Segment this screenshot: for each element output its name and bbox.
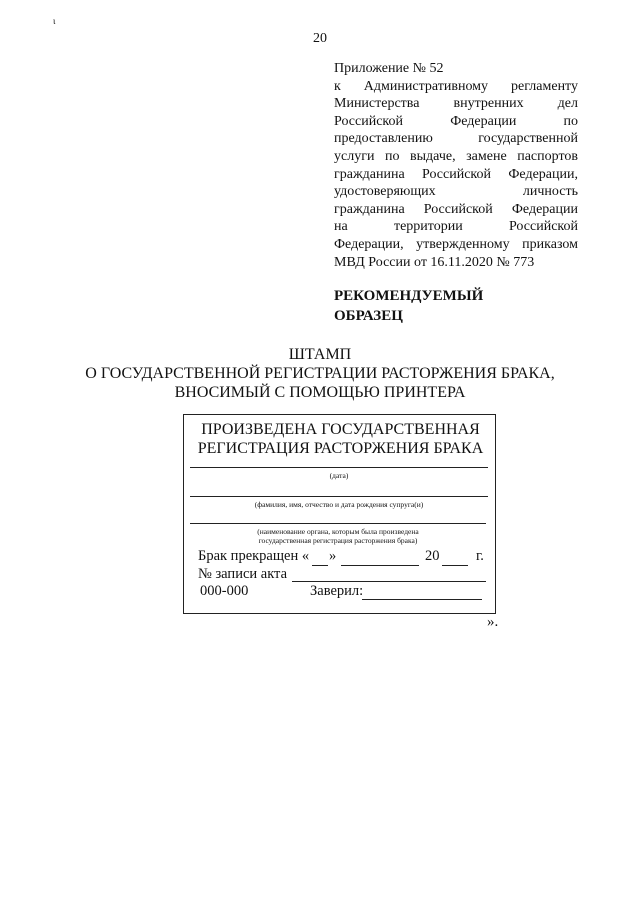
marriage-terminated-label: Брак прекращен « [198,548,310,564]
appendix-header [334,60,578,271]
appendix-line: услуги по выдаче, замене паспортов [334,148,578,164]
appendix-line: Приложение № 52 [334,61,444,76]
year-blank [442,565,468,566]
appendix-line: гражданина Российской Федерации, [334,166,578,182]
date-caption: (дата) [329,471,349,480]
stamp-heading-line: ПРОИЗВЕДЕНА ГОСУДАРСТВЕННАЯ [201,421,480,438]
year-prefix: 20 [425,548,440,564]
organ-caption-line1: (наименование органа, которым была произведена [257,527,419,536]
stamp-heading [184,420,497,458]
closing-quote: ». [487,614,499,630]
spouse-line [190,496,488,497]
appendix-line: Федерации, утвержденному приказом [334,236,578,252]
certified-blank [362,599,482,600]
stamp-title-line: ВНОСИМЫЙ С ПОМОЩЬЮ ПРИНТЕРА [174,384,466,401]
certified-label: Заверил: [310,583,364,599]
appendix-line: на территории Российской [334,219,578,235]
appendix-line: Министерства внутренних дел [334,96,578,112]
stamp-title-line: О ГОСУДАРСТВЕННОЙ РЕГИСТРАЦИИ РАСТОРЖЕНИЯ БРАКА, [85,365,555,382]
act-record-blank [292,581,486,582]
act-record-label: № записи акта [198,566,288,582]
appendix-line: МВД России от 16.11.2020 № 773 [334,254,535,270]
appendix-line: удостоверяющих личность [334,184,578,200]
act-record-number: 000-000 [200,583,249,599]
scan-mark: ι [53,16,56,26]
sample-line: ОБРАЗЕЦ [334,308,403,324]
appendix-line: предоставлению государственной [334,131,578,147]
stamp-title-line: ШТАМП [288,346,352,363]
appendix-line: Российской Федерации по [334,113,578,129]
recommended-sample-label [334,286,483,326]
appendix-line: гражданина Российской Федерации [334,201,578,217]
stamp-box [183,414,496,614]
appendix-line: к Административному регламенту [334,78,578,94]
month-blank [341,565,419,566]
organ-line [190,523,486,524]
page-number: 20 [313,31,327,46]
stamp-title [0,345,640,402]
date-line [190,467,488,468]
year-suffix: г. [476,548,484,564]
recommended-line: РЕКОМЕНДУЕМЫЙ [334,288,484,304]
spouse-caption: (фамилия, имя, отчество и дата рождения супруга(и) [254,500,424,509]
organ-caption-line2: государственная регистрация расторжения брака) [258,536,418,545]
marriage-terminated-quote: » [329,548,337,564]
day-blank [312,565,328,566]
stamp-heading-line: РЕГИСТРАЦИЯ РАСТОРЖЕНИЯ БРАКА [197,440,484,457]
